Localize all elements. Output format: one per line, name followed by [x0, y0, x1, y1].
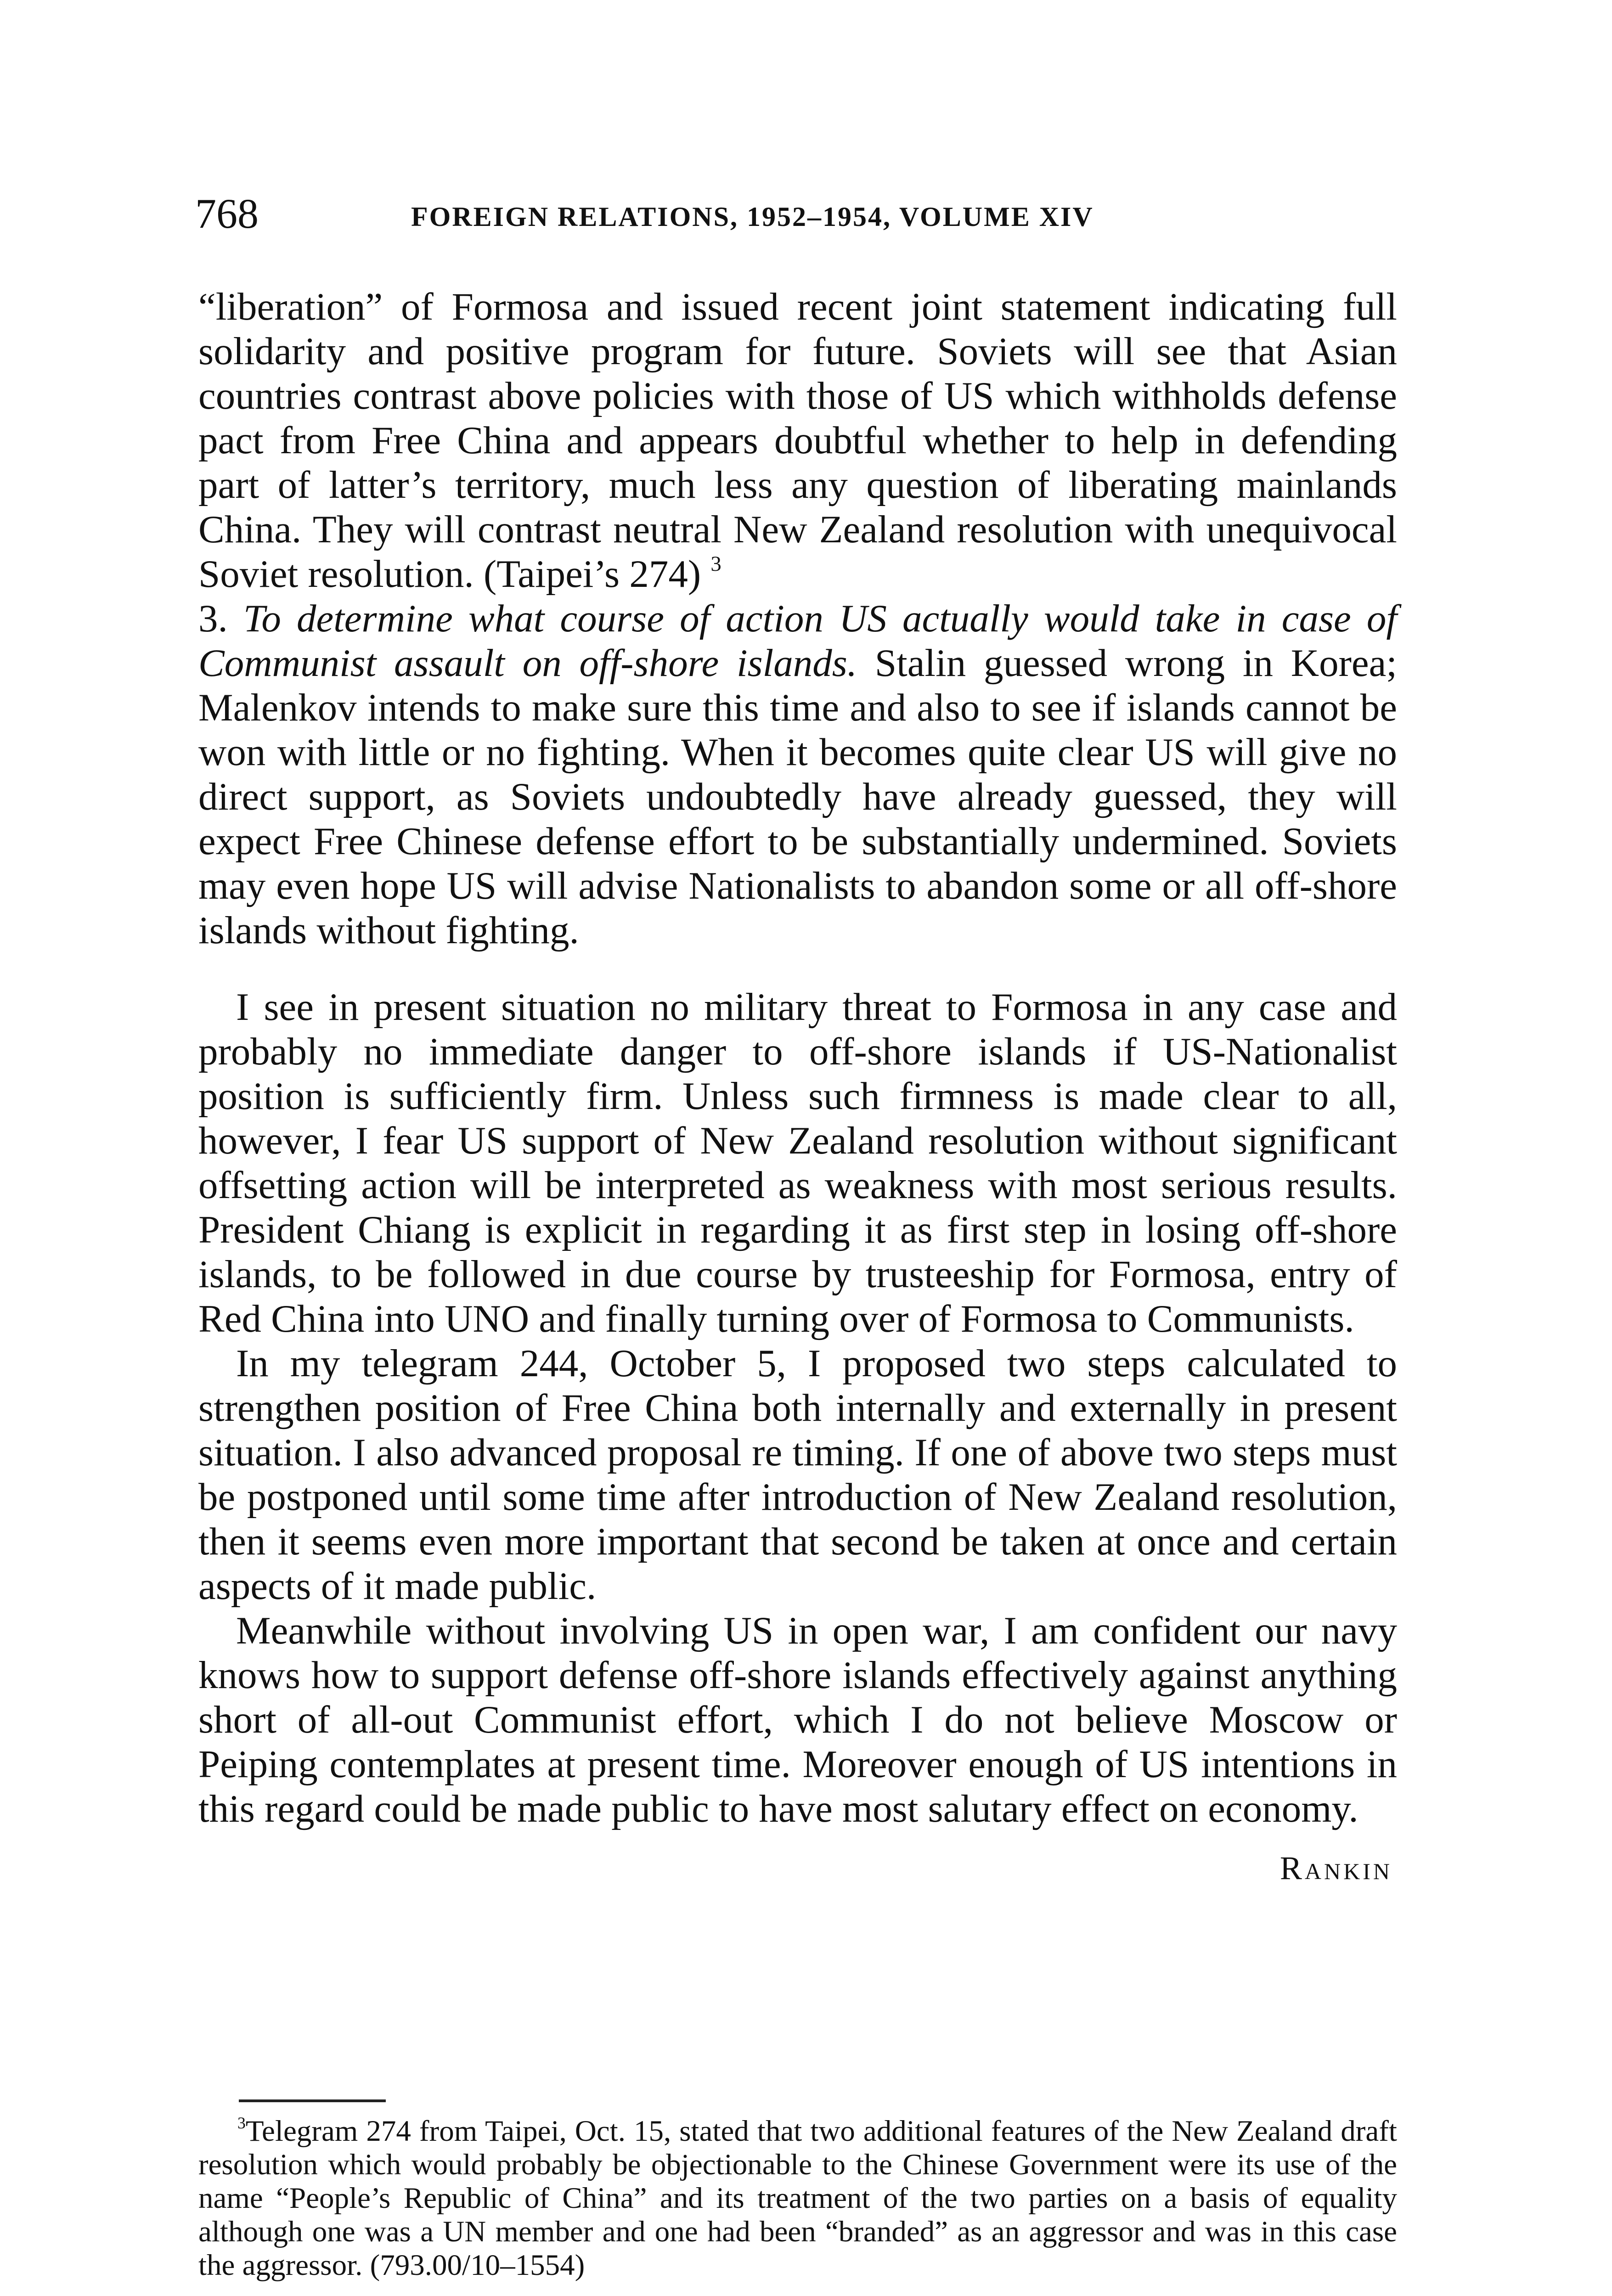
point-3-text: Stalin guessed wrong in Korea; Malenkov intends to make sure this time and also to see if islands cannot be won with little or no fighting. When it becomes quite clear US will give no direct support, as Soviets undoubtedly have already guessed, they will expect Free Chinese defense effort to be substantially undermined. Soviets may even hope US will advise Nationalists to abandon some or all off-shore islands without fighting.: [198, 642, 1397, 952]
page-header: [195, 188, 1398, 243]
point-3-number: 3.: [198, 597, 228, 640]
footnote-paragraph: [198, 2115, 1397, 2282]
footnote-reference: 3: [710, 551, 721, 576]
point-3-heading: To determine what course of action US actually would take in case of Communist assault on off-shore islands.: [198, 597, 1398, 685]
running-head: FOREIGN RELATIONS, 1952–1954, VOLUME XIV: [411, 202, 1094, 232]
footnote: [198, 2115, 1397, 2282]
paragraph-1: I see in present situation no military threat to Formosa in any case and probably no immediate danger to off-shore islands if US-Nationalist position is sufficiently firm. Unless such firmness is made clear to all, however, I fear US support of New Zealand resolution without significant offsetting action will be interpreted as weakness with most serious results. President Chiang is explicit in regarding it as first step in losing off-shore islands, to be followed in due course by trusteeship for Formosa, entry of Red China into UNO and finally turning over of Formosa to Communists.: [198, 985, 1397, 1340]
paragraph-gap: [198, 953, 1397, 985]
document-body: [198, 285, 1397, 1891]
signature: Rankin: [1279, 1850, 1392, 1886]
point-3-paragraph: [198, 597, 1397, 953]
footnote-divider: [239, 2099, 386, 2102]
paragraph-3: Meanwhile without involving US in open war, I am confident our navy knows how to support defense off-shore islands effectively against anything short of all-out Communist effort, which I do not believe Moscow or Peiping contemplates at present time. Moreover enough of US intentions in this regard could be made public to have most salutary effect on economy.: [198, 1609, 1397, 1830]
footnote-marker: 3: [237, 2114, 246, 2133]
footnote-text: Telegram 274 from Taipei, Oct. 15, stated that two additional features of the New Zealand draft resolution which would probably be objectionable to the Chinese Government were its use of the name “People’s Republic of China” and its treatment of the two parties on a basis of equality although one was a UN member and one had been “branded” as an aggressor and was in this case the aggressor. (793.00/10–1554): [198, 2115, 1397, 2282]
paragraph-2: In my telegram 244, October 5, I proposed two steps calculated to strengthen position of Free China both internally and externally in present situation. I also advanced proposal re timing. If one of above two steps must be postponed until some time after introduction of New Zealand resolution, then it seems even more important that second be taken at once and certain aspects of it made public.: [198, 1342, 1397, 1608]
continuation-paragraph: [198, 285, 1397, 597]
continuation-text: “liberation” of Formosa and issued recent joint statement indicating full solidarity and positive program for future. Soviets will see that Asian countries contrast above policies with those of US which withholds defense pact from Free China and appears doubtful whether to help in defending part of latter’s territory, much less any question of liberating mainlands China. They will contrast neutral New Zealand resolution with unequivocal Soviet resolution. (Taipei’s 274): [198, 285, 1397, 596]
page-number: 768: [195, 190, 259, 237]
